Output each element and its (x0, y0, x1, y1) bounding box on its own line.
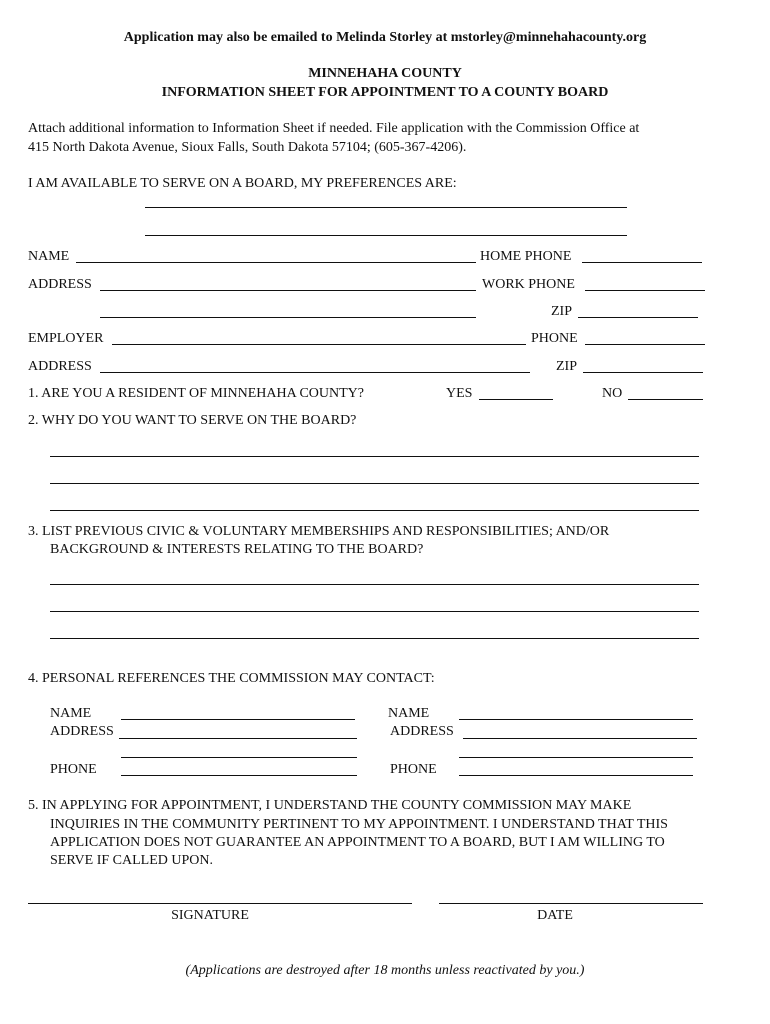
zip-label: ZIP (551, 304, 572, 319)
statement-line-3: APPLICATION DOES NOT GUARANTEE AN APPOINTMENT TO A BOARD, BUT I AM WILLING TO (50, 835, 665, 850)
ref2-phone-field[interactable] (459, 775, 693, 776)
question-1: 1. ARE YOU A RESIDENT OF MINNEHAHA COUNTY? (28, 386, 365, 401)
employer-zip-label: ZIP (556, 359, 577, 374)
address-continuation-field[interactable] (100, 317, 476, 318)
q3-answer-line-2[interactable] (50, 611, 699, 612)
statement-line-2: INQUIRIES IN THE COMMUNITY PERTINENT TO MY APPOINTMENT. I UNDERSTAND THAT THIS (50, 817, 668, 832)
ref1-phone-label: PHONE (50, 762, 97, 777)
yes-label: YES (446, 386, 473, 401)
statement-line-4: SERVE IF CALLED UPON. (50, 853, 213, 868)
name-field[interactable] (76, 262, 476, 263)
ref2-name-label: NAME (388, 706, 430, 721)
ref2-address-field-2[interactable] (459, 757, 693, 758)
preferences-label: I AM AVAILABLE TO SERVE ON A BOARD, MY PREFERENCES ARE: (28, 176, 457, 191)
ref2-name-field[interactable] (459, 719, 693, 720)
email-note: Application may also be emailed to Melinda Storley at mstorley@minnehahacounty.org (123, 30, 647, 45)
question-3-line-2: BACKGROUND & INTERESTS RELATING TO THE BOARD? (50, 542, 424, 557)
home-phone-field[interactable] (582, 262, 702, 263)
statement-line-1: 5. IN APPLYING FOR APPOINTMENT, I UNDERSTAND THE COUNTY COMMISSION MAY MAKE (28, 798, 632, 813)
date-label: DATE (537, 908, 573, 923)
q3-answer-line-3[interactable] (50, 638, 699, 639)
employer-zip-field[interactable] (583, 372, 703, 373)
employer-phone-field[interactable] (585, 344, 705, 345)
yes-field[interactable] (479, 399, 553, 400)
county-title: MINNEHAHA COUNTY (308, 66, 462, 81)
ref1-name-label: NAME (50, 706, 92, 721)
employer-field[interactable] (112, 344, 526, 345)
employer-label: EMPLOYER (28, 331, 104, 346)
ref1-phone-field[interactable] (121, 775, 357, 776)
employer-address-label: ADDRESS (28, 359, 92, 374)
intro-line-1: Attach additional information to Information Sheet if needed. File application with the Commission Office at (28, 121, 640, 136)
signature-label: SIGNATURE (171, 908, 249, 923)
q2-answer-line-3[interactable] (50, 510, 699, 511)
intro-line-2: 415 North Dakota Avenue, Sioux Falls, South Dakota 57104; (605-367-4206). (28, 140, 467, 155)
employer-phone-label: PHONE (531, 331, 578, 346)
employer-address-field[interactable] (100, 372, 530, 373)
work-phone-label: WORK PHONE (482, 277, 575, 292)
question-3-line-1: 3. LIST PREVIOUS CIVIC & VOLUNTARY MEMBERSHIPS AND RESPONSIBILITIES; AND/OR (28, 524, 610, 539)
work-phone-field[interactable] (585, 290, 705, 291)
signature-field[interactable] (28, 903, 412, 904)
ref1-address-field[interactable] (119, 738, 357, 739)
question-4: 4. PERSONAL REFERENCES THE COMMISSION MAY CONTACT: (28, 671, 435, 686)
address-field[interactable] (100, 290, 476, 291)
home-phone-label: HOME PHONE (480, 249, 572, 264)
q3-answer-line-1[interactable] (50, 584, 699, 585)
footer-note: (Applications are destroyed after 18 months unless reactivated by you.) (185, 963, 585, 978)
preference-line-2[interactable] (145, 235, 627, 236)
preference-line-1[interactable] (145, 207, 627, 208)
date-field[interactable] (439, 903, 703, 904)
ref1-name-field[interactable] (121, 719, 355, 720)
ref1-address-label: ADDRESS (50, 724, 114, 739)
ref2-address-label: ADDRESS (390, 724, 454, 739)
page-title: INFORMATION SHEET FOR APPOINTMENT TO A COUNTY BOARD (161, 85, 609, 100)
q2-answer-line-2[interactable] (50, 483, 699, 484)
no-label: NO (602, 386, 623, 401)
name-label: NAME (28, 249, 70, 264)
no-field[interactable] (628, 399, 703, 400)
ref2-phone-label: PHONE (390, 762, 437, 777)
q2-answer-line-1[interactable] (50, 456, 699, 457)
zip-field[interactable] (578, 317, 698, 318)
ref1-address-field-2[interactable] (121, 757, 357, 758)
address-label: ADDRESS (28, 277, 92, 292)
question-2: 2. WHY DO YOU WANT TO SERVE ON THE BOARD? (28, 413, 357, 428)
ref2-address-field[interactable] (463, 738, 697, 739)
